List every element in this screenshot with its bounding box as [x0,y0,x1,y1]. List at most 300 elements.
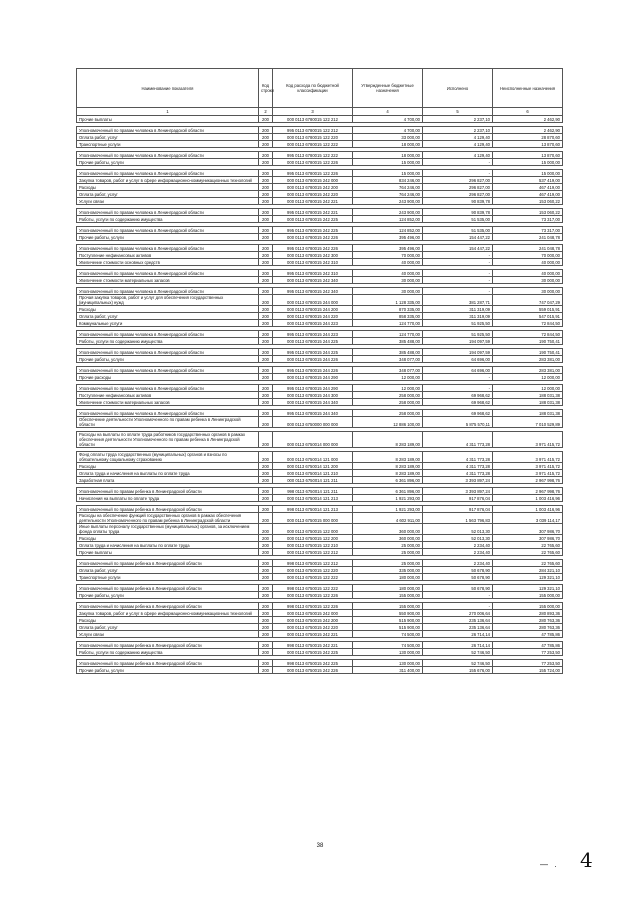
column-number: 6 [493,108,563,116]
row-approved: 395 496,00 [353,245,423,252]
row-code: 200 [259,513,273,524]
row-approved: 258 000,00 [353,392,423,399]
row-unexecuted: 307 986,70 [493,535,563,542]
row-approved: 74 500,00 [353,642,423,649]
row-budget-code: 000 0113 6780015 244 300 [273,392,353,399]
table-row [77,574,563,581]
table-row [77,209,563,216]
table-row [77,524,563,535]
row-unexecuted: 190 750,41 [493,349,563,356]
table-row [77,470,563,477]
row-unexecuted: 2 967 998,76 [493,477,563,484]
table-row [77,610,563,617]
row-budget-code: 995 0113 6780015 122 222 [273,152,353,159]
header-indicator-name: Наименование показателя [77,69,259,108]
row-indicator-name: Работы, услуги по содержанию имущества [77,216,259,223]
row-indicator-name: Обеспечение деятельности Уполномоченного по правам ребенка в Ленинградской области [77,417,259,428]
table-row [77,617,563,624]
table-row [77,152,563,159]
header-approved: Утвержденные бюджетные назначения [353,69,423,108]
row-indicator-name: Уполномоченный по правам человека в Ленинградской области [77,288,259,295]
row-budget-code: 000 0113 6780015 242 200 [273,184,353,191]
row-executed: - [423,252,493,259]
row-approved: 385 488,00 [353,349,423,356]
row-executed: 69 968,62 [423,392,493,399]
row-approved: 155 000,00 [353,592,423,599]
row-unexecuted: 7 010 529,89 [493,417,563,428]
row-code: 200 [259,320,273,327]
row-unexecuted: 241 048,78 [493,245,563,252]
row-executed: 90 839,78 [423,198,493,205]
table-row [77,184,563,191]
row-approved: 8 283 189,00 [353,470,423,477]
row-indicator-name: Уполномоченный по правам человека в Ленинградской области [77,349,259,356]
row-budget-code: 000 0113 6780015 244 290 [273,374,353,381]
row-unexecuted: 70 000,00 [493,252,563,259]
row-budget-code: 000 0113 6780015 242 221 [273,198,353,205]
row-indicator-name: Иные выплаты персоналу государственных (муниципальных) органов, за исключением фонда оплаты труда [77,524,259,535]
table-row [77,585,563,592]
row-unexecuted: 40 000,00 [493,259,563,266]
row-executed: 4 311 773,28 [423,452,493,463]
table-row [77,177,563,184]
header-budget-code: Код расхода по бюджетной классификации [273,69,353,108]
row-executed: - [423,159,493,166]
row-indicator-name: Прочие работы, услуги [77,234,259,241]
row-executed: 194 097,59 [423,349,493,356]
row-indicator-name: Уполномоченный по правам человека в Ленинградской области [77,227,259,234]
row-budget-code: 000 0113 6750000 000 000 [273,417,353,428]
row-unexecuted: 467 419,00 [493,191,563,198]
row-indicator-name: Увеличение стоимости основных средств [77,259,259,266]
row-approved: 335 000,00 [353,567,423,574]
row-unexecuted: 283 381,00 [493,367,563,374]
row-code: 200 [259,542,273,549]
row-budget-code: 000 0113 6780015 242 226 [273,234,353,241]
row-budget-code: 000 0113 6750015 122 220 [273,567,353,574]
column-number: 1 [77,108,259,116]
row-budget-code: 000 0113 6750015 242 200 [273,617,353,624]
row-approved: 1 921 293,00 [353,495,423,502]
row-code: 200 [259,270,273,277]
row-approved: 8 283 189,00 [353,432,423,448]
row-code: 200 [259,463,273,470]
row-unexecuted: 72 844,50 [493,331,563,338]
row-executed: 51 535,00 [423,216,493,223]
row-approved: 18 000,00 [353,141,423,148]
row-unexecuted: 47 785,86 [493,642,563,649]
row-approved: 395 496,00 [353,234,423,241]
row-unexecuted: 15 000,00 [493,170,563,177]
row-approved: 360 000,00 [353,524,423,535]
table-row [77,385,563,392]
row-indicator-name: Оплата работ, услуг [77,134,259,141]
row-budget-code: 000 0113 6750015 242 220 [273,624,353,631]
row-executed: 381 287,71 [423,295,493,306]
row-executed: 64 696,00 [423,367,493,374]
row-budget-code: 995 0113 6780015 242 221 [273,209,353,216]
row-approved: 30 000,00 [353,277,423,284]
row-executed: - [423,603,493,610]
row-executed: 51 925,50 [423,331,493,338]
row-code: 200 [259,617,273,624]
row-approved: 25 000,00 [353,549,423,556]
row-unexecuted: 72 844,50 [493,320,563,327]
row-code: 200 [259,385,273,392]
table-row [77,399,563,406]
column-number: 3 [273,108,353,116]
row-code: 200 [259,259,273,266]
row-approved: 1 921 293,00 [353,506,423,513]
row-code: 200 [259,488,273,495]
row-approved: 155 000,00 [353,603,423,610]
table-row [77,477,563,484]
table-row [77,216,563,223]
row-approved: 12 000,00 [353,374,423,381]
row-indicator-name: Прочие расходы [77,374,259,381]
row-code: 200 [259,567,273,574]
row-unexecuted: 307 986,70 [493,524,563,535]
row-code: 200 [259,399,273,406]
row-budget-code: 000 0113 6780015 244 340 [273,399,353,406]
row-executed: 917 876,04 [423,506,493,513]
row-budget-code: 998 0113 6750015 242 225 [273,660,353,667]
row-indicator-name: Уполномоченный по правам человека в Ленинградской области [77,385,259,392]
table-row [77,270,563,277]
row-indicator-name: Транспортные услуги [77,574,259,581]
table-row [77,116,563,123]
row-approved: 870 335,00 [353,306,423,313]
row-budget-code: 000 0113 6750015 122 000 [273,524,353,535]
header-row-code: Код строки [259,69,273,108]
row-unexecuted: 13 870,60 [493,152,563,159]
table-row [77,374,563,381]
table-row [77,306,563,313]
row-executed: - [423,277,493,284]
row-approved: 6 361 896,00 [353,488,423,495]
table-row [77,631,563,638]
row-executed: 52 746,50 [423,649,493,656]
row-budget-code: 000 0113 6780015 242 300 [273,252,353,259]
corner-dashes: — . [540,860,559,869]
row-unexecuted: 13 870,60 [493,141,563,148]
row-unexecuted: 47 785,86 [493,631,563,638]
table-row [77,560,563,567]
table-row [77,313,563,320]
row-budget-code: 000 0113 6750015 122 222 [273,574,353,581]
row-code: 200 [259,134,273,141]
row-code: 200 [259,410,273,417]
row-indicator-name: Оплата работ, услуг [77,191,259,198]
row-executed: 2 234,40 [423,560,493,567]
row-unexecuted: 188 031,38 [493,399,563,406]
row-approved: 858 335,00 [353,313,423,320]
row-budget-code: 000 0113 6780015 244 223 [273,320,353,327]
row-budget-code: 998 0113 6750015 122 212 [273,560,353,567]
table-row [77,134,563,141]
table-body [77,116,563,674]
row-code: 200 [259,631,273,638]
row-budget-code: 000 0113 6780015 122 226 [273,159,353,166]
row-code: 200 [259,417,273,428]
row-budget-code: 000 0113 6750015 242 226 [273,667,353,674]
table-row [77,227,563,234]
row-indicator-name: Прочие работы, услуги [77,159,259,166]
row-code: 200 [259,660,273,667]
row-indicator-name: Расходы [77,306,259,313]
row-budget-code: 998 0113 6750015 242 221 [273,642,353,649]
row-budget-code: 000 0113 6750015 242 221 [273,631,353,638]
row-approved: 764 246,00 [353,184,423,191]
row-indicator-name: Прочие выплаты [77,549,259,556]
row-indicator-name: Транспортные услуги [77,141,259,148]
table-row [77,141,563,148]
row-code: 200 [259,506,273,513]
row-budget-code: 995 0113 6780015 242 310 [273,270,353,277]
row-unexecuted: 12 000,00 [493,385,563,392]
row-approved: 8 283 189,00 [353,463,423,470]
row-unexecuted: 1 003 416,96 [493,495,563,502]
row-approved: 348 077,00 [353,367,423,374]
row-unexecuted: 467 419,00 [493,184,563,191]
row-budget-code: 995 0113 6780015 242 340 [273,288,353,295]
row-code: 200 [259,392,273,399]
row-approved: 130 000,00 [353,660,423,667]
row-approved: 515 900,00 [353,617,423,624]
row-approved: 25 000,00 [353,542,423,549]
row-indicator-name: Оплата труда и начисления на выплаты по оплате труда [77,542,259,549]
row-budget-code: 995 0113 6780015 122 212 [273,127,353,134]
row-code: 200 [259,470,273,477]
table-row [77,488,563,495]
row-budget-code: 000 0113 6780015 242 310 [273,259,353,266]
row-budget-code: 995 0113 6780015 244 340 [273,410,353,417]
row-executed: - [423,259,493,266]
row-code: 200 [259,524,273,535]
row-executed: 1 563 796,83 [423,513,493,524]
table-row [77,288,563,295]
row-executed: - [423,385,493,392]
row-indicator-name: Работы, услуги по содержанию имущества [77,338,259,345]
row-unexecuted: 188 031,38 [493,392,563,399]
row-indicator-name: Увеличение стоимости материальных запасов [77,399,259,406]
row-indicator-name: Прочие работы, услуги [77,592,259,599]
table-row [77,452,563,463]
row-executed: 296 827,00 [423,184,493,191]
row-indicator-name: Расходы [77,617,259,624]
row-indicator-name: Уполномоченный по правам ребенка в Ленинградской области [77,506,259,513]
row-approved: 180 000,00 [353,574,423,581]
row-approved: 124 852,00 [353,216,423,223]
row-approved: 12 886 100,00 [353,417,423,428]
table-row [77,252,563,259]
row-unexecuted: 155 000,00 [493,592,563,599]
row-unexecuted: 73 317,00 [493,227,563,234]
column-number: 4 [353,108,423,116]
row-code: 200 [259,367,273,374]
row-budget-code: 000 0113 6750014 121 200 [273,463,353,470]
table-row [77,245,563,252]
row-approved: 124 770,00 [353,320,423,327]
row-indicator-name: Уполномоченный по правам человека в Ленинградской области [77,152,259,159]
row-unexecuted: 280 893,36 [493,610,563,617]
row-unexecuted: 73 317,00 [493,216,563,223]
row-approved: 124 852,00 [353,227,423,234]
row-executed: 2 237,10 [423,116,493,123]
row-unexecuted: 153 060,22 [493,209,563,216]
row-code: 200 [259,141,273,148]
row-unexecuted: 2 462,90 [493,116,563,123]
row-indicator-name: Закупка товаров, работ и услуг в сфере информационно-коммуникационных технологий [77,177,259,184]
row-executed: 51 535,00 [423,227,493,234]
row-indicator-name: Фонд оплаты труда государственных (муниципальных) органов и взносы по обязательному социальному страхованию [77,452,259,463]
row-budget-code: 995 0113 6780015 242 225 [273,227,353,234]
row-budget-code: 000 0113 6750014 000 000 [273,432,353,448]
table-row [77,506,563,513]
row-executed: 311 319,09 [423,313,493,320]
row-code: 200 [259,495,273,502]
row-indicator-name: Расходы [77,463,259,470]
table-row [77,567,563,574]
row-unexecuted: 15 000,00 [493,159,563,166]
row-code: 200 [259,667,273,674]
row-code: 200 [259,374,273,381]
row-unexecuted: 280 763,36 [493,617,563,624]
row-indicator-name: Уполномоченный по правам человека в Ленинградской области [77,127,259,134]
row-budget-code: 995 0113 6780015 122 226 [273,170,353,177]
table-row [77,592,563,599]
row-indicator-name: Поступление нефинансовых активов [77,252,259,259]
row-indicator-name: Уполномоченный по правам человека в Ленинградской области [77,367,259,374]
row-budget-code: 998 0113 6750015 122 222 [273,585,353,592]
row-indicator-name: Оплата работ, услуг [77,567,259,574]
row-approved: 258 000,00 [353,399,423,406]
row-budget-code: 000 0113 6780015 244 220 [273,313,353,320]
table-row [77,649,563,656]
row-executed: 235 136,64 [423,617,493,624]
budget-execution-table [76,68,563,674]
row-approved: 40 000,00 [353,259,423,266]
row-executed: 235 136,64 [423,624,493,631]
row-indicator-name: Закупка товаров, работ и услуг в сфере информационно-коммуникационных технологий [77,610,259,617]
row-code: 200 [259,349,273,356]
row-unexecuted: 129 321,10 [493,585,563,592]
row-code: 200 [259,477,273,484]
table-row [77,331,563,338]
row-code: 200 [259,574,273,581]
row-budget-code: 000 0113 6780015 242 000 [273,177,353,184]
row-code: 200 [259,356,273,363]
row-unexecuted: 77 253,50 [493,660,563,667]
row-code: 200 [259,610,273,617]
row-executed: 2 237,10 [423,127,493,134]
row-unexecuted: 3 971 415,72 [493,452,563,463]
row-code: 200 [259,209,273,216]
row-approved: 40 000,00 [353,270,423,277]
row-unexecuted: 283 381,00 [493,356,563,363]
table-row [77,495,563,502]
row-unexecuted: 188 031,38 [493,410,563,417]
page-number: 38 [316,843,324,849]
row-indicator-name: Поступление нефинансовых активов [77,392,259,399]
row-code: 200 [259,295,273,306]
row-unexecuted: 190 750,41 [493,338,563,345]
row-unexecuted: 155 724,00 [493,667,563,674]
row-indicator-name: Расходы на выплаты по оплате труда работников государственных органов в рамках обеспечения деятельности Уполномоченного по правам ребенка в Ленинградской области [77,432,259,448]
row-approved: 8 283 189,00 [353,452,423,463]
row-approved: 258 000,00 [353,410,423,417]
row-unexecuted: 22 765,60 [493,549,563,556]
row-budget-code: 998 0113 6750014 121 211 [273,488,353,495]
row-unexecuted: 155 000,00 [493,603,563,610]
table-row [77,367,563,374]
row-code: 200 [259,585,273,592]
row-code: 200 [259,234,273,241]
row-code: 200 [259,288,273,295]
row-budget-code: 000 0113 6780015 242 225 [273,216,353,223]
row-executed: 4 129,40 [423,134,493,141]
row-code: 200 [259,245,273,252]
row-approved: 25 000,00 [353,560,423,567]
table-header-row [77,69,563,108]
table-row [77,320,563,327]
row-approved: 243 900,00 [353,209,423,216]
row-indicator-name: Начисления на выплаты по оплате труда [77,495,259,502]
row-approved: 30 000,00 [353,288,423,295]
row-approved: 6 361 896,00 [353,477,423,484]
row-code: 200 [259,198,273,205]
row-executed: 3 393 897,24 [423,477,493,484]
row-approved: 130 000,00 [353,649,423,656]
row-budget-code: 000 0113 6780015 122 212 [273,116,353,123]
row-unexecuted: 3 971 415,72 [493,432,563,448]
row-executed: 26 714,14 [423,642,493,649]
row-approved: 348 077,00 [353,356,423,363]
table-row [77,338,563,345]
row-indicator-name: Работы, услуги по содержанию имущества [77,649,259,656]
table-row [77,392,563,399]
row-code: 200 [259,624,273,631]
row-indicator-name: Услуги связи [77,631,259,638]
row-indicator-name: Увеличение стоимости материальных запасов [77,277,259,284]
table-row [77,667,563,674]
table-row [77,542,563,549]
row-indicator-name: Уполномоченный по правам ребенка в Ленинградской области [77,560,259,567]
row-approved: 834 246,00 [353,177,423,184]
row-indicator-name: Услуги связи [77,198,259,205]
row-executed: - [423,170,493,177]
row-indicator-name: Расходы [77,535,259,542]
row-executed: 2 234,40 [423,542,493,549]
row-code: 200 [259,127,273,134]
row-unexecuted: 12 000,00 [493,374,563,381]
row-unexecuted: 559 015,91 [493,306,563,313]
row-code: 200 [259,170,273,177]
row-executed: 296 827,00 [423,177,493,184]
row-approved: 12 000,00 [353,385,423,392]
row-budget-code: 000 0113 6780015 244 225 [273,338,353,345]
row-approved: 4 602 911,00 [353,513,423,524]
row-executed: 52 013,30 [423,535,493,542]
row-code: 200 [259,252,273,259]
row-executed: 52 746,50 [423,660,493,667]
row-indicator-name: Уполномоченный по правам ребенка в Ленинградской области [77,585,259,592]
row-code: 200 [259,277,273,284]
column-number: 5 [423,108,493,116]
row-code: 200 [259,649,273,656]
row-unexecuted: 28 870,60 [493,134,563,141]
row-unexecuted: 747 047,29 [493,295,563,306]
